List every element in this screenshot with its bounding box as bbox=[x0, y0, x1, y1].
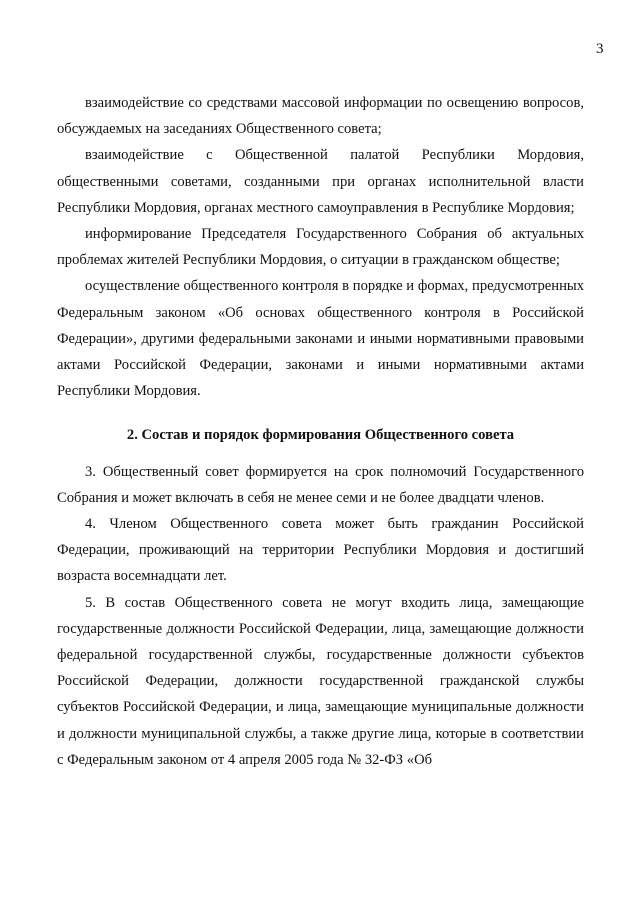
document-body bbox=[57, 90, 584, 773]
section-heading: 2. Состав и порядок формирования Общественного совета bbox=[126, 427, 515, 444]
paragraph-informing-chairman: информирование Председателя Государственного Собрания об актуальных проблемах жителей Республики Мордовия, о ситуации в гражданском обществе; bbox=[57, 226, 584, 269]
paragraph-public-chamber-interaction: взаимодействие с Общественной палатой Республики Мордовия, общественными советами, созданными при органах исполнительной власти Республики Мордовия, органах местного самоуправления в Республике Мордовия; bbox=[57, 147, 584, 216]
paragraph-media-interaction: взаимодействие со средствами массовой информации по освещению вопросов, обсуждаемых на заседаниях Общественного совета; bbox=[57, 95, 584, 138]
paragraph-item-4: 4. Членом Общественного совета может быть гражданин Российской Федерации, проживающий на территории Республики Мордовия и достигший возраста восемнадцати лет. bbox=[57, 516, 584, 585]
paragraph-item-3: 3. Общественный совет формируется на срок полномочий Государственного Собрания и может включать в себя не менее семи и не более двадцати членов. bbox=[57, 463, 584, 506]
paragraph-item-5: 5. В состав Общественного совета не могут входить лица, замещающие государственные должности Российской Федерации, лица, замещающие должности федеральной государственной службы, государственные должности субъектов Российской Федерации, должности государственной гражданской службы субъектов Российской Федерации, и лица, замещающие муниципальные должности и должности муниципальной службы, а также другие лица, которые в соответствии с Федеральным законом от 4 апреля 2005 года № 32-ФЗ «Об bbox=[57, 594, 584, 768]
paragraph-public-control: осуществление общественного контроля в порядке и формах, предусмотренных Федеральным законом «Об основах общественного контроля в Российской Федерации», другими федеральными законами и иными нормативными правовыми актами Российской Федерации, законами и иными нормативными актами Республики Мордовия. bbox=[57, 278, 584, 400]
page-number: 3 bbox=[596, 41, 604, 57]
